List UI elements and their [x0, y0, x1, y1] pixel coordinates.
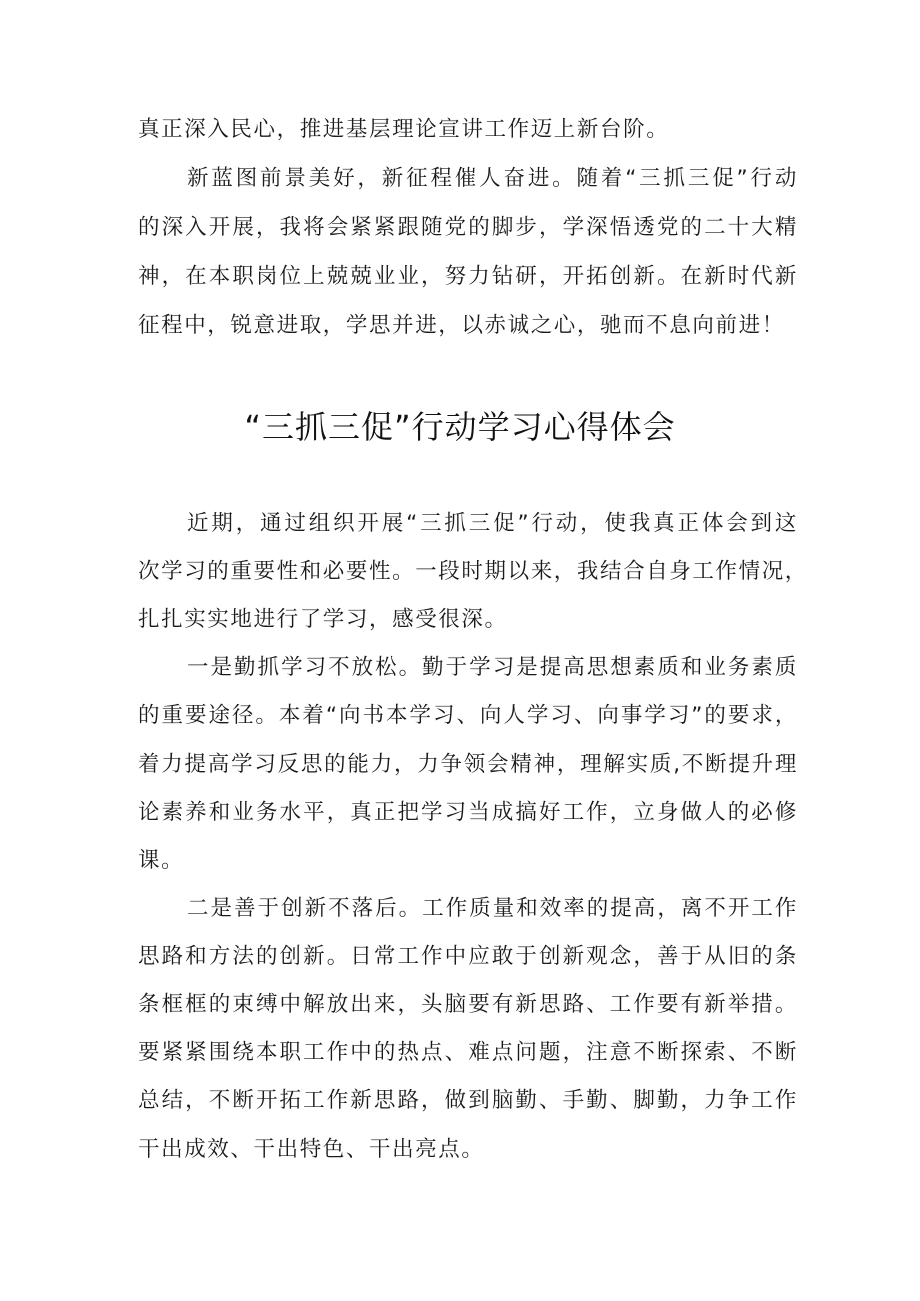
paragraph-line: 着力提高学习反思的能力，力争领会精神，理解实质,不断提升理	[138, 752, 798, 777]
paragraph-line: 征程中，锐意进取，学思并进，以赤诚之心，驰而不息向前进！	[138, 313, 785, 338]
paragraph-line: 要紧紧围绕本职工作中的热点、难点问题，注意不断探索、不断	[138, 1040, 798, 1065]
paragraph-line: 次学习的重要性和必要性。一段时期以来，我结合自身工作情况，	[138, 559, 808, 584]
paragraph-line: 课。	[138, 848, 185, 873]
paragraph-line: 神，在本职岗位上兢兢业业，努力钻研，开拓创新。在新时代新	[138, 264, 798, 289]
paragraph-line: 新蓝图前景美好，新征程催人奋进。随着“三抓三促”行动	[187, 166, 798, 191]
article-title: “三抓三促”行动学习心得体会	[244, 408, 676, 446]
paragraph-line: 扎扎实实地进行了学习，感受很深。	[138, 607, 508, 632]
paragraph-line: 干出成效、干出特色、干出亮点。	[138, 1137, 485, 1162]
paragraph-line: 一是勤抓学习不放松。勤于学习是提高思想素质和业务素质	[187, 655, 798, 680]
paragraph-line: 思路和方法的创新。日常工作中应敢于创新观念，善于从旧的条	[138, 944, 798, 969]
paragraph-line: 的深入开展，我将会紧紧跟随党的脚步，学深悟透党的二十大精	[138, 215, 798, 240]
paragraph-line: 论素养和业务水平，真正把学习当成搞好工作，立身做人的必修	[138, 800, 798, 825]
paragraph-line: 条框框的束缚中解放出来，头脑要有新思路、工作要有新举措。	[138, 992, 798, 1017]
paragraph-line: 的重要途径。本着“向书本学习、向人学习、向事学习”的要求，	[138, 703, 798, 728]
paragraph-line: 近期，通过组织开展“三抓三促”行动，使我真正体会到这	[187, 511, 798, 536]
paragraph-line: 真正深入民心，推进基层理论宣讲工作迈上新台阶。	[138, 117, 670, 142]
paragraph-line: 总结，不断开拓工作新思路，做到脑勤、手勤、脚勤，力争工作	[138, 1088, 798, 1113]
paragraph-line: 二是善于创新不落后。工作质量和效率的提高，离不开工作	[187, 896, 798, 921]
